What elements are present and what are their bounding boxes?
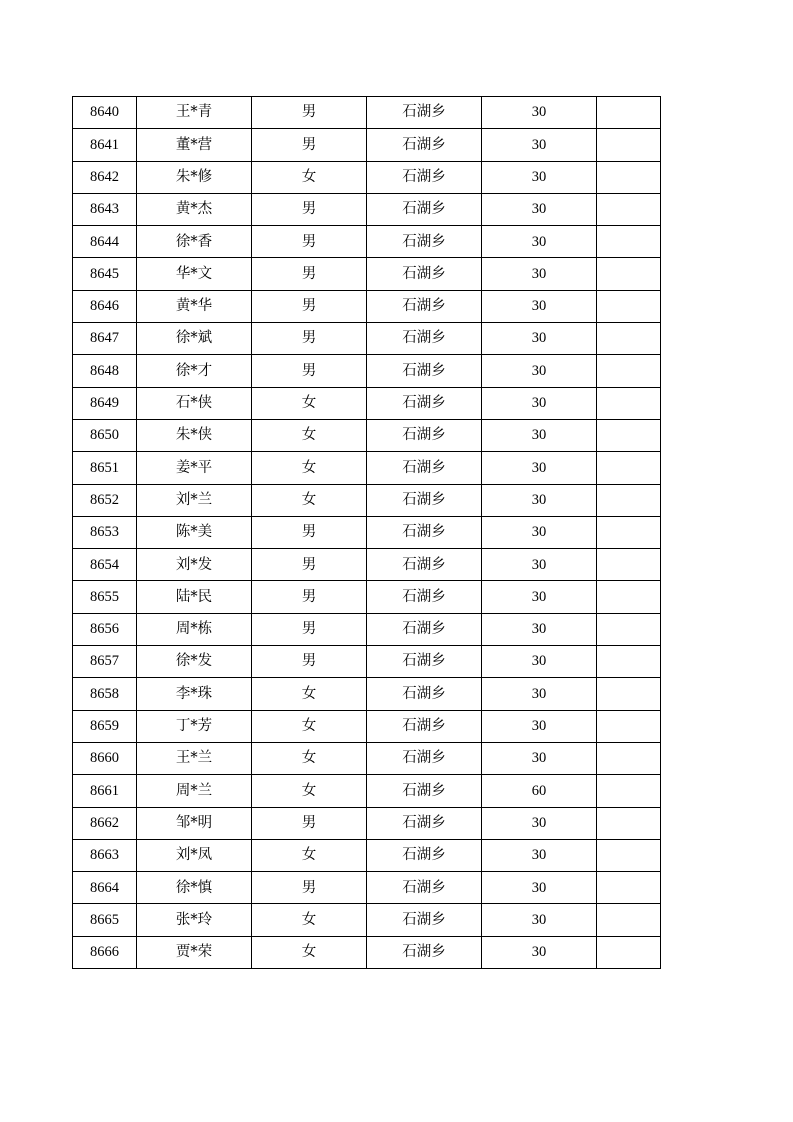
cell-gender: 女 (252, 678, 367, 710)
cell-township: 石湖乡 (367, 742, 482, 774)
cell-note (597, 646, 661, 678)
cell-gender: 女 (252, 775, 367, 807)
cell-name: 刘*凤 (137, 839, 252, 871)
cell-name: 陈*美 (137, 516, 252, 548)
cell-gender: 女 (252, 419, 367, 451)
cell-name: 王*青 (137, 97, 252, 129)
cell-name: 朱*修 (137, 161, 252, 193)
cell-id: 8648 (73, 355, 137, 387)
cell-note (597, 323, 661, 355)
table-row (73, 613, 661, 645)
cell-gender: 男 (252, 226, 367, 258)
cell-name: 李*珠 (137, 678, 252, 710)
cell-note (597, 516, 661, 548)
cell-gender: 女 (252, 387, 367, 419)
table-row (73, 419, 661, 451)
cell-gender: 女 (252, 161, 367, 193)
cell-id: 8665 (73, 904, 137, 936)
roster-table (72, 96, 661, 969)
cell-amount: 30 (482, 97, 597, 129)
cell-name: 黄*华 (137, 290, 252, 322)
cell-amount: 30 (482, 193, 597, 225)
cell-gender: 男 (252, 290, 367, 322)
table-row (73, 904, 661, 936)
cell-amount: 30 (482, 710, 597, 742)
cell-name: 丁*芳 (137, 710, 252, 742)
table-row (73, 484, 661, 516)
table-row (73, 258, 661, 290)
cell-gender: 男 (252, 581, 367, 613)
cell-township: 石湖乡 (367, 549, 482, 581)
cell-name: 周*栋 (137, 613, 252, 645)
cell-note (597, 419, 661, 451)
cell-township: 石湖乡 (367, 258, 482, 290)
cell-name: 徐*香 (137, 226, 252, 258)
cell-id: 8643 (73, 193, 137, 225)
cell-amount: 30 (482, 646, 597, 678)
cell-amount: 30 (482, 839, 597, 871)
cell-township: 石湖乡 (367, 613, 482, 645)
cell-amount: 30 (482, 678, 597, 710)
cell-id: 8659 (73, 710, 137, 742)
cell-amount: 30 (482, 452, 597, 484)
cell-amount: 30 (482, 290, 597, 322)
cell-name: 刘*兰 (137, 484, 252, 516)
cell-gender: 女 (252, 452, 367, 484)
table-row (73, 323, 661, 355)
cell-township: 石湖乡 (367, 419, 482, 451)
cell-amount: 30 (482, 226, 597, 258)
cell-township: 石湖乡 (367, 290, 482, 322)
cell-township: 石湖乡 (367, 936, 482, 968)
cell-note (597, 290, 661, 322)
table-row (73, 129, 661, 161)
cell-note (597, 97, 661, 129)
cell-amount: 30 (482, 323, 597, 355)
cell-note (597, 904, 661, 936)
cell-township: 石湖乡 (367, 355, 482, 387)
cell-gender: 男 (252, 355, 367, 387)
cell-amount: 30 (482, 581, 597, 613)
cell-township: 石湖乡 (367, 678, 482, 710)
cell-id: 8650 (73, 419, 137, 451)
cell-note (597, 678, 661, 710)
table-row (73, 355, 661, 387)
cell-note (597, 872, 661, 904)
cell-township: 石湖乡 (367, 775, 482, 807)
cell-township: 石湖乡 (367, 807, 482, 839)
cell-township: 石湖乡 (367, 904, 482, 936)
table-row (73, 226, 661, 258)
cell-gender: 女 (252, 839, 367, 871)
cell-note (597, 129, 661, 161)
cell-township: 石湖乡 (367, 226, 482, 258)
cell-note (597, 742, 661, 774)
cell-name: 陆*民 (137, 581, 252, 613)
cell-id: 8645 (73, 258, 137, 290)
cell-note (597, 452, 661, 484)
cell-township: 石湖乡 (367, 323, 482, 355)
cell-name: 周*兰 (137, 775, 252, 807)
cell-note (597, 613, 661, 645)
cell-name: 姜*平 (137, 452, 252, 484)
cell-gender: 男 (252, 516, 367, 548)
cell-amount: 30 (482, 613, 597, 645)
cell-id: 8642 (73, 161, 137, 193)
cell-name: 石*侠 (137, 387, 252, 419)
table-row (73, 807, 661, 839)
cell-id: 8655 (73, 581, 137, 613)
cell-township: 石湖乡 (367, 646, 482, 678)
cell-id: 8646 (73, 290, 137, 322)
cell-note (597, 226, 661, 258)
cell-amount: 30 (482, 936, 597, 968)
cell-note (597, 839, 661, 871)
cell-name: 张*玲 (137, 904, 252, 936)
cell-name: 徐*慎 (137, 872, 252, 904)
cell-note (597, 193, 661, 225)
cell-id: 8652 (73, 484, 137, 516)
table-row (73, 549, 661, 581)
cell-amount: 30 (482, 484, 597, 516)
table-row (73, 936, 661, 968)
cell-note (597, 161, 661, 193)
table-row (73, 581, 661, 613)
cell-id: 8654 (73, 549, 137, 581)
cell-name: 王*兰 (137, 742, 252, 774)
cell-id: 8651 (73, 452, 137, 484)
cell-gender: 男 (252, 129, 367, 161)
cell-amount: 30 (482, 258, 597, 290)
cell-id: 8653 (73, 516, 137, 548)
table-row (73, 97, 661, 129)
cell-amount: 30 (482, 872, 597, 904)
cell-id: 8666 (73, 936, 137, 968)
table-row (73, 161, 661, 193)
cell-id: 8661 (73, 775, 137, 807)
cell-amount: 30 (482, 904, 597, 936)
cell-township: 石湖乡 (367, 710, 482, 742)
table-row (73, 646, 661, 678)
cell-gender: 女 (252, 936, 367, 968)
cell-name: 贾*荣 (137, 936, 252, 968)
cell-gender: 女 (252, 904, 367, 936)
cell-gender: 男 (252, 323, 367, 355)
cell-township: 石湖乡 (367, 161, 482, 193)
cell-gender: 女 (252, 710, 367, 742)
table-row (73, 516, 661, 548)
cell-id: 8657 (73, 646, 137, 678)
table-row (73, 742, 661, 774)
cell-name: 朱*侠 (137, 419, 252, 451)
cell-amount: 30 (482, 516, 597, 548)
cell-id: 8664 (73, 872, 137, 904)
roster-table-body (73, 97, 661, 969)
cell-amount: 30 (482, 549, 597, 581)
table-row (73, 775, 661, 807)
cell-id: 8644 (73, 226, 137, 258)
cell-amount: 30 (482, 807, 597, 839)
cell-name: 徐*才 (137, 355, 252, 387)
cell-name: 邹*明 (137, 807, 252, 839)
cell-name: 徐*发 (137, 646, 252, 678)
table-row (73, 678, 661, 710)
table-row (73, 452, 661, 484)
cell-gender: 女 (252, 742, 367, 774)
cell-amount: 30 (482, 387, 597, 419)
cell-name: 黄*杰 (137, 193, 252, 225)
table-row (73, 193, 661, 225)
cell-note (597, 775, 661, 807)
table-row (73, 290, 661, 322)
cell-amount: 30 (482, 355, 597, 387)
cell-name: 华*文 (137, 258, 252, 290)
cell-gender: 男 (252, 549, 367, 581)
cell-note (597, 355, 661, 387)
cell-gender: 男 (252, 258, 367, 290)
cell-name: 董*营 (137, 129, 252, 161)
cell-note (597, 581, 661, 613)
cell-gender: 男 (252, 872, 367, 904)
cell-township: 石湖乡 (367, 129, 482, 161)
cell-gender: 男 (252, 613, 367, 645)
cell-id: 8640 (73, 97, 137, 129)
cell-note (597, 258, 661, 290)
table-row (73, 839, 661, 871)
cell-note (597, 549, 661, 581)
cell-amount: 60 (482, 775, 597, 807)
cell-township: 石湖乡 (367, 193, 482, 225)
cell-township: 石湖乡 (367, 387, 482, 419)
table-row (73, 387, 661, 419)
cell-id: 8658 (73, 678, 137, 710)
cell-gender: 男 (252, 807, 367, 839)
cell-id: 8656 (73, 613, 137, 645)
cell-id: 8660 (73, 742, 137, 774)
cell-name: 徐*斌 (137, 323, 252, 355)
cell-id: 8647 (73, 323, 137, 355)
cell-township: 石湖乡 (367, 839, 482, 871)
cell-note (597, 484, 661, 516)
cell-township: 石湖乡 (367, 97, 482, 129)
cell-id: 8662 (73, 807, 137, 839)
cell-amount: 30 (482, 419, 597, 451)
cell-id: 8663 (73, 839, 137, 871)
cell-id: 8641 (73, 129, 137, 161)
cell-note (597, 710, 661, 742)
cell-note (597, 807, 661, 839)
cell-township: 石湖乡 (367, 581, 482, 613)
cell-gender: 男 (252, 97, 367, 129)
cell-gender: 女 (252, 484, 367, 516)
cell-township: 石湖乡 (367, 484, 482, 516)
cell-amount: 30 (482, 742, 597, 774)
cell-gender: 男 (252, 646, 367, 678)
cell-gender: 男 (252, 193, 367, 225)
cell-township: 石湖乡 (367, 452, 482, 484)
cell-name: 刘*发 (137, 549, 252, 581)
table-row (73, 872, 661, 904)
cell-township: 石湖乡 (367, 872, 482, 904)
cell-amount: 30 (482, 129, 597, 161)
cell-note (597, 387, 661, 419)
cell-township: 石湖乡 (367, 516, 482, 548)
cell-amount: 30 (482, 161, 597, 193)
cell-note (597, 936, 661, 968)
table-row (73, 710, 661, 742)
cell-id: 8649 (73, 387, 137, 419)
